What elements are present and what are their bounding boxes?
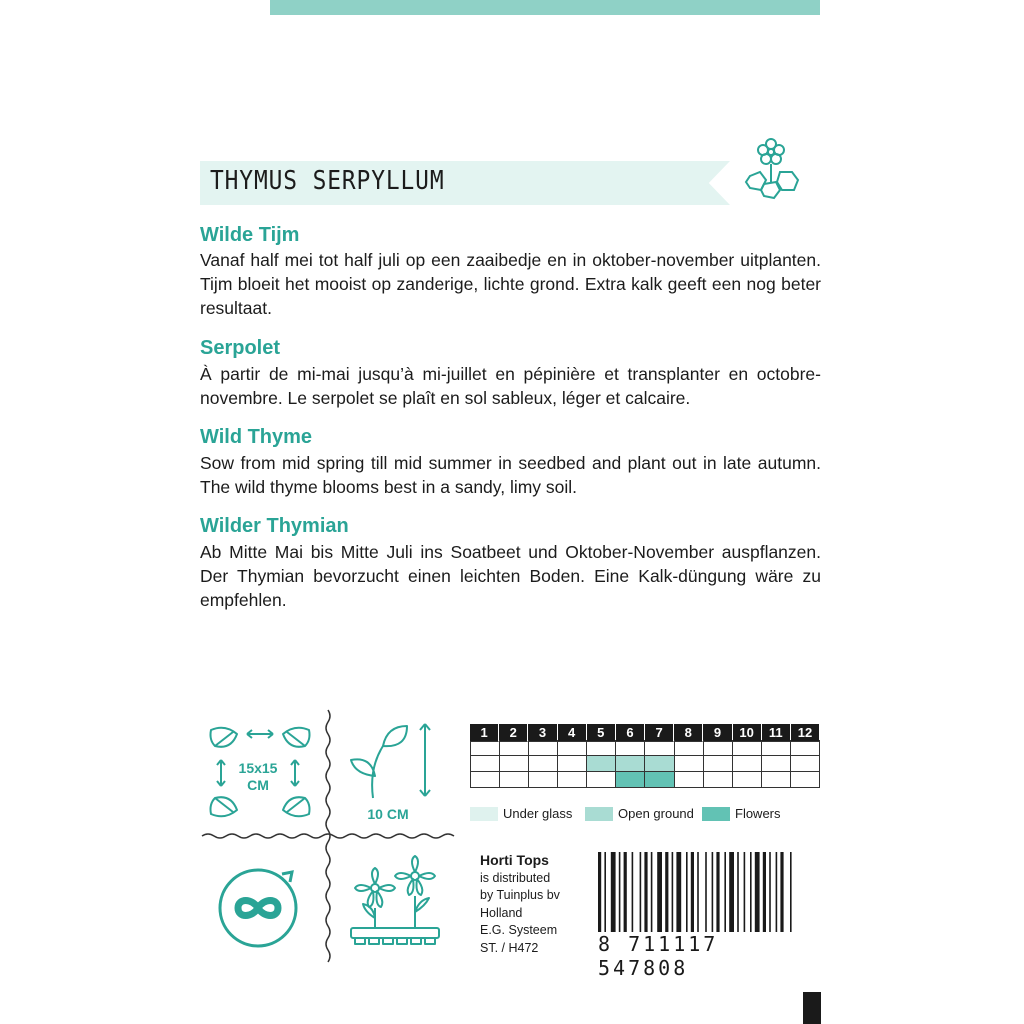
distributor-info: [480, 852, 560, 957]
calendar-month: 6: [616, 724, 645, 742]
top-color-bar: [270, 0, 820, 15]
calendar-cell: [762, 772, 791, 788]
calendar-cell: [529, 772, 558, 788]
legend-label: Under glass: [503, 806, 573, 821]
flower-logo-icon: [744, 134, 802, 202]
calendar-cell: [675, 740, 704, 756]
corner-mark: [803, 992, 821, 1024]
calendar-month: 3: [528, 724, 557, 742]
latin-name-title: THYMUS SERPYLLUM: [210, 166, 445, 196]
calendar-cell: [675, 772, 704, 788]
text-german: Ab Mitte Mai bis Mitte Juli ins Soatbeet und Oktober-November auspflanzen. Der Thymian bevorzucht einen leichten Boden. Eine Kalk-düngung wäre zu empfehlen.: [200, 542, 821, 610]
distributor-line: E.G. Systeem: [480, 923, 558, 937]
legend-swatch: [702, 807, 730, 821]
calendar-month: 5: [587, 724, 616, 742]
calendar-month: 1: [470, 724, 499, 742]
calendar-cell: [791, 756, 820, 772]
calendar-cell: [645, 772, 674, 788]
spacing-label: [237, 760, 279, 794]
calendar-row: [471, 740, 820, 756]
calendar-month: 4: [558, 724, 587, 742]
spacing-value: 15x15: [238, 760, 278, 776]
calendar-month: 2: [499, 724, 528, 742]
calendar-row: [471, 756, 820, 772]
calendar-cell: [616, 740, 645, 756]
calendar-cell: [762, 756, 791, 772]
calendar-cell: [616, 772, 645, 788]
calendar-cell: [704, 756, 733, 772]
calendar-month-header: [470, 724, 820, 740]
barcode-number: 8 711117 547808: [598, 932, 818, 980]
calendar-cell: [471, 772, 500, 788]
calendar-month: 11: [762, 724, 791, 742]
sowing-calendar: [470, 724, 820, 788]
calendar-cell: [645, 756, 674, 772]
calendar-cell: [587, 756, 616, 772]
heading-french: Serpolet: [200, 337, 281, 359]
calendar-cell: [645, 740, 674, 756]
calendar-cell: [558, 756, 587, 772]
sowing-depth-label: 10 CM: [367, 806, 409, 822]
text-english: Sow from mid spring till mid summer in seedbed and plant out in late autumn. The wild thyme blooms best in a sandy, limy soil.: [200, 453, 821, 497]
calendar-cell: [587, 740, 616, 756]
heading-english: Wild Thyme: [200, 426, 313, 448]
calendar-cell: [529, 740, 558, 756]
infinity-icon: [210, 860, 310, 955]
legend-swatch: [585, 807, 613, 821]
calendar-cell: [675, 756, 704, 772]
calendar-cell: [587, 772, 616, 788]
calendar-cell: [704, 772, 733, 788]
calendar-cell: [616, 756, 645, 772]
calendar-cell: [529, 756, 558, 772]
calendar-cell: [733, 740, 762, 756]
legend-label: Open ground: [618, 806, 694, 821]
seedling-tray-icon: [345, 852, 445, 952]
distributor-line: by Tuinplus bv: [480, 888, 560, 902]
text-dutch: Vanaf half mei tot half juli op een zaaibedje en in oktober-november uitplanten. Tijm bloeit het mooist op zanderige, lichte grond. Extra kalk geeft een nog beter resultaat.: [200, 250, 821, 318]
calendar-month: 8: [674, 724, 703, 742]
calendar-row: [471, 772, 820, 788]
calendar-cell: [500, 756, 529, 772]
calendar-cell: [791, 772, 820, 788]
legend-under-glass: [470, 806, 572, 821]
legend-label: Flowers: [735, 806, 781, 821]
brand-name: Horti Tops: [480, 852, 549, 868]
calendar-cell: [791, 740, 820, 756]
calendar-cell: [704, 740, 733, 756]
distributor-line: is distributed: [480, 870, 551, 885]
calendar-cell: [471, 756, 500, 772]
spacing-unit: CM: [247, 777, 269, 793]
legend-flowers: [702, 806, 781, 821]
calendar-month: 7: [645, 724, 674, 742]
distributor-line: Holland: [480, 905, 523, 920]
calendar-cell: [733, 772, 762, 788]
legend-open-ground: [585, 806, 694, 821]
calendar-month: 9: [703, 724, 732, 742]
sowing-depth-icon: [345, 720, 440, 805]
distributor-line: ST. / H472: [480, 940, 539, 955]
calendar-month: 10: [733, 724, 762, 742]
calendar-cell: [558, 740, 587, 756]
calendar-cell: [733, 756, 762, 772]
calendar-month: 12: [791, 724, 820, 742]
calendar-cell: [558, 772, 587, 788]
calendar-cell: [762, 740, 791, 756]
calendar-cell: [500, 772, 529, 788]
legend-swatch: [470, 807, 498, 821]
heading-german: Wilder Thymian: [200, 515, 349, 537]
calendar-cell: [500, 740, 529, 756]
calendar-grid: [470, 740, 820, 788]
heading-dutch: Wilde Tijm: [200, 224, 300, 246]
calendar-cell: [471, 740, 500, 756]
text-french: À partir de mi-mai jusqu’à mi-juillet en pépinière et transplanter en octobre-novembre. Le serpolet se plaît en sol sableux, léger et calcaire.: [200, 364, 821, 408]
